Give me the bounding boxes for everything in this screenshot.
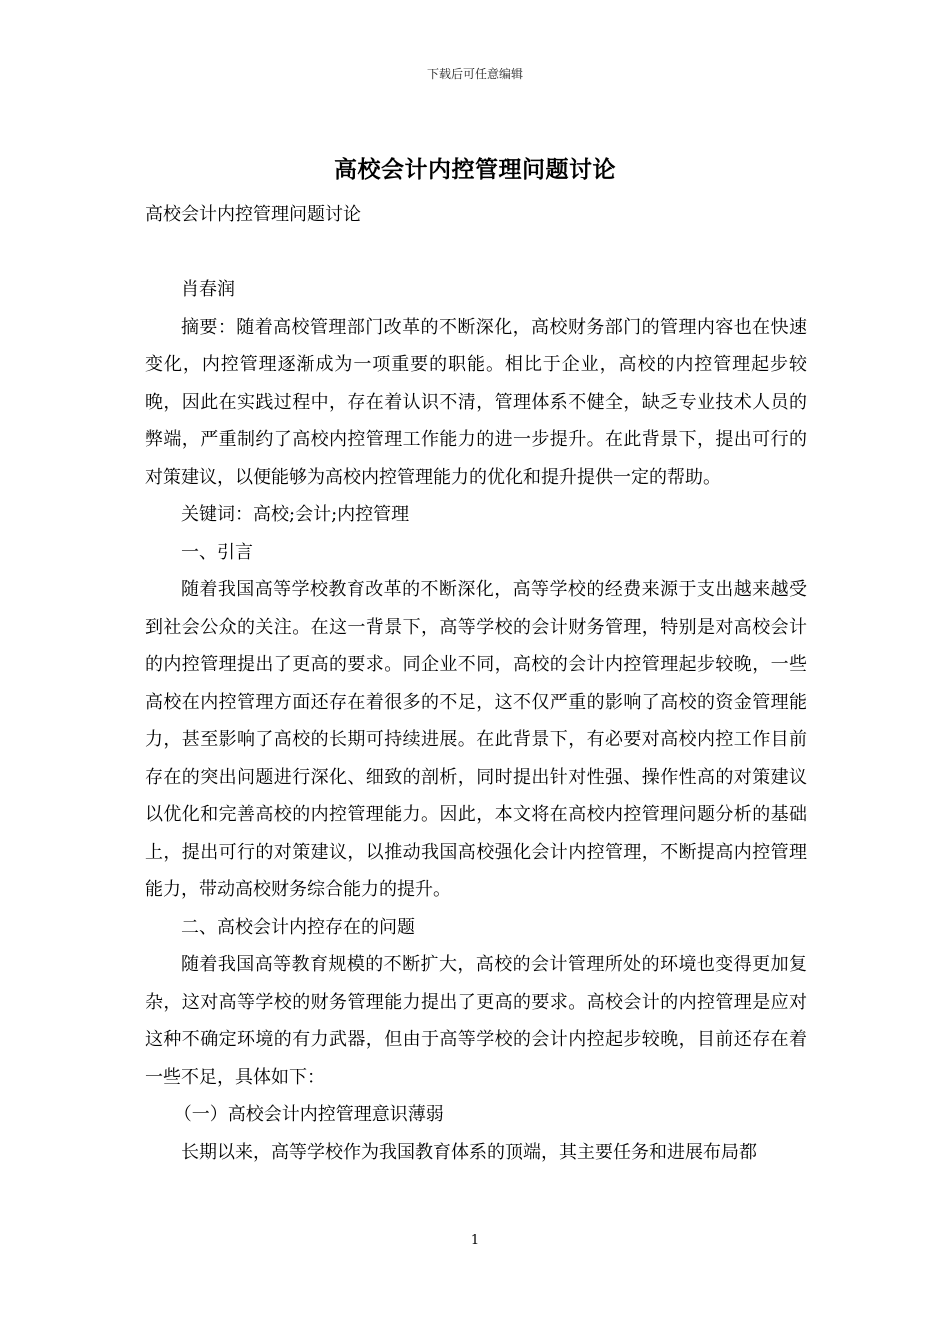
introduction-paragraph: 随着我国高等学校教育改革的不断深化，高等学校的经费来源于支出越来越受到社会公众的关注。在这一背景下，高等学校的会计财务管理，特别是对高校会计的内控管理提出了更高的要求。同企业不同，高校的会计内控管理起步较晚，一些高校在内控管理方面还存在着很多的不足，这不仅严重的影响了高校的资金管理能力，甚至影响了高校的长期可持续进展。在此背景下，有必要对高校内控工作目前存在的突出问题进行深化、细致的剖析，同时提出针对性强、操作性高的对策建议以优化和完善高校的内控管理能力。因此，本文将在高校内控管理问题分析的基础上，提出可行的对策建议，以推动我国高校强化会计内控管理，不断提高内控管理能力，带动高校财务综合能力的提升。	[145, 579, 807, 900]
section-heading-introduction: 一、引言	[181, 541, 253, 563]
header-note: 下载后可任意编辑	[426, 67, 523, 81]
document-body	[145, 196, 807, 1171]
abstract-paragraph: 摘要：随着高校管理部门改革的不断深化，高校财务部门的管理内容也在快速变化，内控管理逐渐成为一项重要的职能。相比于企业，高校的内控管理起步较晚，因此在实践过程中，存在着认识不清，管理体系不健全，缺乏专业技术人员的弊端，严重制约了高校内控管理工作能力的进一步提升。在此背景下，提出可行的对策建议，以便能够为高校内控管理能力的优化和提升提供一定的帮助。	[145, 316, 807, 488]
page-number: 1	[470, 1233, 480, 1248]
keywords-line: 关键词：高校;会计;内控管理	[181, 504, 410, 525]
problems-paragraph: 随着我国高等教育规模的不断扩大，高校的会计管理所处的环境也变得更加复杂，这对高等学校的财务管理能力提出了更高的要求。高校会计的内控管理是应对这种不确定环境的有力武器，但由于高等学校的会计内控起步较晚，目前还存在着一些不足，具体如下：	[145, 954, 807, 1088]
subsection-heading-awareness: （一）高校会计内控管理意识薄弱	[173, 1104, 444, 1125]
document-title: 高校会计内控管理问题讨论	[334, 156, 616, 183]
section-heading-problems: 二、高校会计内控存在的问题	[181, 916, 415, 938]
blank-line	[145, 234, 807, 272]
author-name: 肖春润	[181, 279, 235, 300]
subtitle-line: 高校会计内控管理问题讨论	[145, 204, 361, 225]
awareness-paragraph: 长期以来，高等学校作为我国教育体系的顶端，其主要任务和进展布局都	[181, 1141, 757, 1163]
